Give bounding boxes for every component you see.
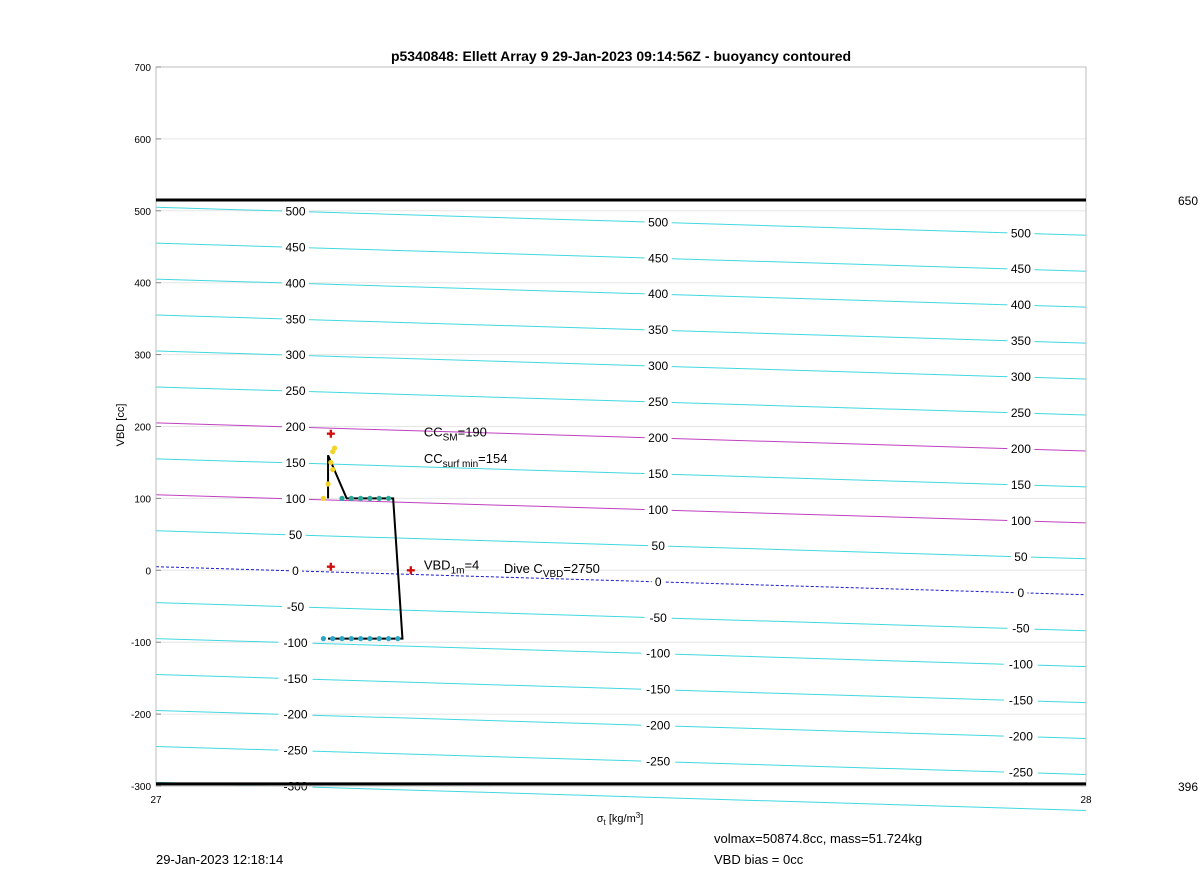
contour-label: 0 xyxy=(1017,585,1025,600)
annotation-text: VBD xyxy=(423,557,451,573)
contour-label: 300 xyxy=(648,359,669,374)
chart-title: p5340848: Ellett Array 9 29-Jan-2023 09:14:56Z - buoyancy contoured xyxy=(390,48,852,64)
dive-profile-line xyxy=(328,455,402,638)
data-point xyxy=(386,636,391,641)
data-point xyxy=(377,636,382,641)
contour-label: -150 xyxy=(283,671,308,686)
contour-label: 250 xyxy=(1010,406,1031,421)
data-point xyxy=(321,496,326,501)
right-limit-label: 650 xyxy=(1177,194,1198,209)
contour-label: -200 xyxy=(1008,729,1033,744)
contour-label: 200 xyxy=(285,420,306,435)
annotation-cc_sm xyxy=(424,424,487,443)
contour-label: 450 xyxy=(1010,262,1031,277)
plus-marker xyxy=(327,563,335,571)
contour-label: -250 xyxy=(283,743,308,758)
data-point xyxy=(367,496,372,501)
contour-label: -100 xyxy=(646,646,671,661)
annotation-subscript: 1m xyxy=(450,565,465,577)
data-point xyxy=(332,445,337,450)
contour-label: 400 xyxy=(648,287,669,302)
y-axis-label: VBD [cc] xyxy=(115,403,127,447)
annotation-value: =4 xyxy=(464,557,480,573)
annotation-subscript: SM xyxy=(442,432,458,444)
contour-label: -200 xyxy=(283,707,308,722)
y-tick-label: -200 xyxy=(130,710,151,722)
contour-label: -150 xyxy=(1008,693,1033,708)
contour-label: 500 xyxy=(285,204,306,219)
annotations xyxy=(424,424,600,580)
contour-label: -300 xyxy=(283,779,308,794)
y-tick-label: 100 xyxy=(134,494,151,506)
contour-label: 300 xyxy=(1010,370,1031,385)
data-point xyxy=(386,496,391,501)
data-point xyxy=(349,636,354,641)
contour-label: 450 xyxy=(285,240,306,255)
contour-label: 450 xyxy=(648,251,669,266)
y-tick-label: 0 xyxy=(145,566,151,578)
contour-lines xyxy=(156,203,1086,810)
y-tick-label: 500 xyxy=(134,206,151,218)
y-tick-label: 300 xyxy=(134,350,151,362)
contour-label: 250 xyxy=(285,384,306,399)
contour-label: 300 xyxy=(285,348,306,363)
annotation-text: Dive C xyxy=(503,560,543,576)
contour-label: -250 xyxy=(1008,765,1033,780)
contour-label: 50 xyxy=(1014,549,1028,564)
x-axis-label-main: σ xyxy=(596,813,604,825)
contour-label: 350 xyxy=(1010,334,1031,349)
footer-volmax: volmax=50874.8cc, mass=51.724kg xyxy=(714,831,923,846)
contour-label: 100 xyxy=(285,492,306,507)
y-tick-label: 200 xyxy=(134,422,151,434)
contour-label: 350 xyxy=(648,323,669,338)
contour-label: -50 xyxy=(286,599,305,614)
contour-label: 200 xyxy=(1010,441,1031,456)
contour-label: 50 xyxy=(651,538,665,553)
contour-label: 250 xyxy=(648,395,669,410)
data-point xyxy=(330,467,335,472)
contour-label: 100 xyxy=(648,502,669,517)
contour-label: 150 xyxy=(285,456,306,471)
contour-label: 500 xyxy=(1010,226,1031,241)
contour-label: -50 xyxy=(649,610,667,625)
contour-label: 0 xyxy=(292,563,299,578)
annotation-value: =2750 xyxy=(563,560,600,576)
annotation-value: =190 xyxy=(457,424,487,440)
contour-label: 500 xyxy=(648,215,669,230)
footer-timestamp: 29-Jan-2023 12:18:14 xyxy=(156,852,284,867)
plus-marker xyxy=(327,430,335,438)
y-tick-label: 700 xyxy=(134,63,151,74)
contour-label: 350 xyxy=(285,312,306,327)
data-point xyxy=(367,636,372,641)
x-axis-label-unit-end: ] xyxy=(640,813,644,825)
data-point xyxy=(349,496,354,501)
contour-label: -50 xyxy=(1012,621,1030,636)
x-tick-label: 28 xyxy=(1080,795,1092,806)
contour-label: 400 xyxy=(1010,298,1031,313)
contour-label: 50 xyxy=(288,527,303,542)
y-tick-label: 400 xyxy=(134,278,151,290)
contour-label: 200 xyxy=(648,431,669,446)
data-point xyxy=(358,636,363,641)
x-tick-label: 27 xyxy=(150,795,162,806)
contour-label: -150 xyxy=(646,682,671,697)
plus-marker xyxy=(407,566,415,574)
y-tick-label: -100 xyxy=(130,638,151,650)
annotation-dive_c xyxy=(504,561,600,580)
data-point xyxy=(339,496,344,501)
y-tick-label: -300 xyxy=(130,782,151,793)
contour-label: 400 xyxy=(285,276,306,291)
x-axis-label-unit-sup: 3 xyxy=(635,811,641,820)
contour-label: 100 xyxy=(1010,513,1031,528)
contour-label: 150 xyxy=(648,466,669,481)
footer-vbd-bias: VBD bias = 0cc xyxy=(714,852,804,867)
data-point xyxy=(325,481,330,486)
contour-label: -250 xyxy=(646,754,671,769)
data-point xyxy=(321,636,326,641)
right-limit-label: 396 xyxy=(1177,780,1198,794)
contour-label: -100 xyxy=(1008,657,1033,672)
data-point xyxy=(377,496,382,501)
data-point xyxy=(358,496,363,501)
x-axis-label-unit: [kg/m xyxy=(605,813,636,825)
data-point xyxy=(395,636,400,641)
data-point xyxy=(330,636,335,641)
annotation-text: CC xyxy=(423,450,443,466)
annotation-subscript: VBD xyxy=(542,568,564,580)
contour-label: -100 xyxy=(283,635,308,650)
contour-label: -200 xyxy=(646,718,671,733)
x-axis-label-sub: t xyxy=(603,818,606,827)
annotation-value: =154 xyxy=(478,450,508,466)
annotation-text: CC xyxy=(423,424,443,440)
data-point xyxy=(339,636,344,641)
x-axis-label xyxy=(597,811,644,827)
annotation-subscript: surf min xyxy=(442,458,479,470)
contour-label: 0 xyxy=(654,574,662,589)
y-tick-label: 600 xyxy=(134,134,151,146)
annotation-vbd_1m xyxy=(424,557,479,576)
data-point xyxy=(328,460,333,465)
contour-label: 150 xyxy=(1010,477,1031,492)
